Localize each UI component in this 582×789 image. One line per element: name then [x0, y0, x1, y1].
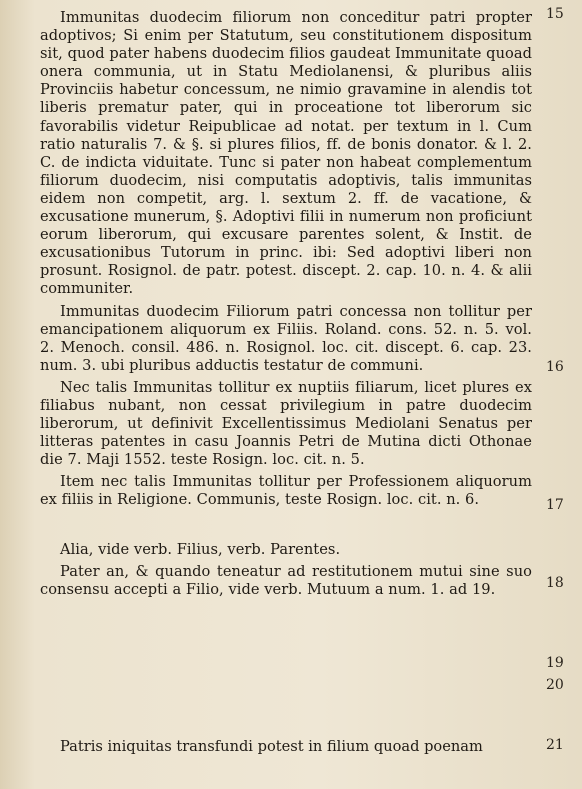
paragraph-20: Pater an, & quando teneatur ad restitutionem mutui sine suo consensu accepti a Filio, vide verb. Mutuum a num. 1. ad 19. [40, 562, 532, 598]
paragraph-17: Nec talis Immunitas tollitur ex nuptiis filiarum, licet plures ex filiabus nubant, non cessat privilegium in patre duodecim liberorum, ut definivit Excellentissimus Mediolani Senatus per litteras patentes in casu Joannis Petri de Mutina dicti Othonae die 7. Maji 1552. teste Rosign. loc. cit. n. 5. [40, 378, 532, 469]
paragraph-18: Item nec talis Immunitas tollitur per Professionem aliquorum ex filiis in Religione. Communis, teste Rosign. loc. cit. n. 6. [40, 473, 532, 509]
margin-number-18: 18 [546, 575, 564, 591]
paragraph-19: Alia, vide verb. Filius, verb. Parentes. [60, 540, 341, 558]
margin-number-20: 20 [546, 677, 564, 693]
paragraph-21: Patris iniquitas transfundi potest in filium quoad poenam [60, 738, 483, 755]
text-column [40, 9, 532, 599]
margin-number-16: 16 [546, 359, 564, 375]
paragraph-21-wrapper [40, 738, 532, 756]
margin-number-17: 17 [546, 497, 564, 513]
paragraph-15: Immunitas duodecim filiorum non conceditur patri propter adoptivos; Si enim per Statutum, seu constitutionem dispositum sit, quod pater habens duodecim filios gaudeat Immunitate quoad onera communia, ut in Statu Mediolanensi, & pluribus aliis Provinciis habetur concessum, ne nimio gravamine in alendis tot liberis prematur pater, qui in proceatione tot liberorum sic favorabilis videtur Reipublicae ad notat. per textum in l. Cum ratio naturalis 7. & §. si plures filios, ff. de bonis donator. & l. 2. C. de indicta viduitate. Tunc si pater non habeat complementum filiorum duodecim, nisi computatis adoptivis, talis immunitas eidem non competit, arg. l. sextum 2. ff. de vacatione, & excusatione munerum, §. Adoptivi filii in numerum non proficiunt eorum liberorum, qui excusare parentes solent, & Instit. de excusationibus Tutorum in princ. ibi: Sed adoptivi liberi non prosunt. Rosignol. de patr. potest. discept. 2. cap. 10. n. 4. & alii communiter. [40, 9, 532, 298]
margin-number-19: 19 [546, 655, 564, 671]
margin-number-15: 15 [546, 6, 564, 22]
margin-number-21: 21 [546, 737, 564, 753]
paragraph-16: Immunitas duodecim Filiorum patri concessa non tollitur per emancipationem aliquorum ex Filiis. Roland. cons. 52. n. 5. vol. 2. Menoch. consil. 486. n. Rosignol. loc. cit. discept. 6. cap. 23. num. 3. ubi pluribus adductis testatur de communi. [40, 302, 532, 374]
